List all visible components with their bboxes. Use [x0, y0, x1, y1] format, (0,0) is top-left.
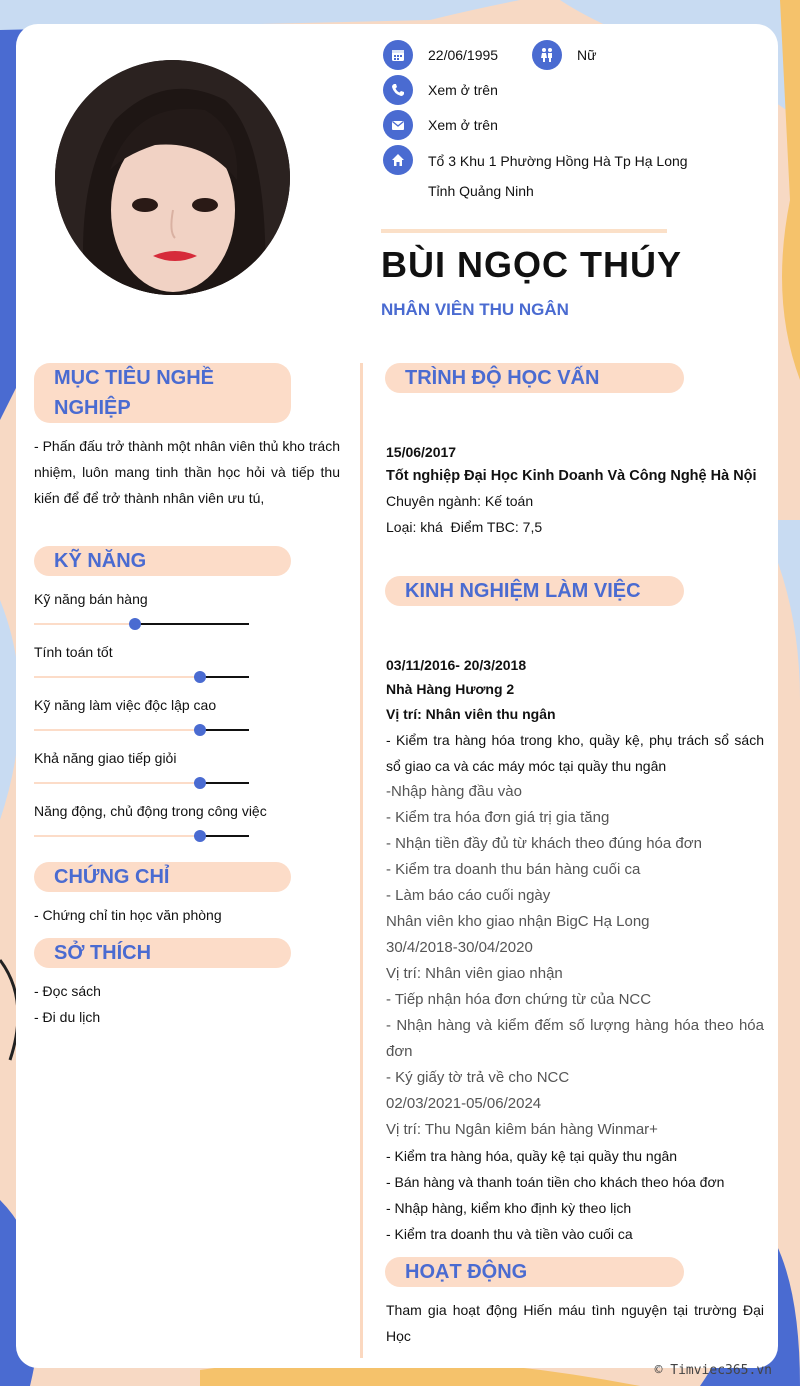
experience-detail-line: - Làm báo cáo cuối ngày: [386, 887, 551, 904]
home-icon: [383, 145, 413, 175]
skill-label: Năng động, chủ động trong công việc: [34, 803, 267, 819]
experience-detail-line: Vị trí: Nhân viên giao nhận: [386, 965, 563, 982]
skill-level-knob: [194, 830, 206, 842]
calendar-icon: [383, 40, 413, 70]
phone-row: [383, 75, 498, 105]
skill-level-fill: [200, 835, 249, 837]
address-value: Tổ 3 Khu 1 Phường Hồng Hà Tp Hạ Long Tỉnh Quảng Ninh: [428, 153, 688, 199]
section-title-experience: KINH NGHIỆM LÀM VIỆC: [385, 576, 684, 606]
experience-detail-line: - Tiếp nhận hóa đơn chứng từ của NCC: [386, 991, 652, 1008]
portrait-illustration: [55, 60, 290, 295]
column-divider: [360, 363, 363, 1358]
mail-icon: [383, 110, 413, 140]
section-title-skills: KỸ NĂNG: [34, 546, 291, 576]
skill-level-bar: [34, 782, 249, 784]
experience-detail-line: - Bán hàng và thanh toán tiền cho khách theo hóa đơn: [386, 1174, 725, 1190]
experience-period: 03/11/2016- 20/3/2018: [386, 657, 527, 673]
section-title-objective: MỤC TIÊU NGHỀ NGHIỆP: [34, 363, 291, 423]
experience-detail-line: - Nhập hàng, kiểm kho định kỳ theo lịch: [386, 1200, 632, 1216]
hobby-item: - Đi du lịch: [34, 1009, 101, 1025]
skill-level-fill: [200, 729, 249, 731]
skill-level-bar: [34, 676, 249, 678]
dob-row: [383, 40, 498, 70]
section-title-certificates: CHỨNG CHỈ: [34, 862, 291, 892]
experience-detail-line: - Kiểm tra hóa đơn giá trị gia tăng: [386, 809, 610, 826]
education-major: Chuyên ngành: Kế toán: [386, 493, 534, 509]
skill-level-fill: [135, 623, 249, 625]
experience-detail-line: Nhân viên kho giao nhận BigC Hạ Long: [386, 913, 650, 930]
experience-detail-line: - Kiểm tra hàng hóa, quầy kệ tại quầy thu ngân: [386, 1148, 678, 1164]
skill-label: Tính toán tốt: [34, 644, 113, 660]
skill-level-fill: [200, 676, 249, 678]
skill-label: Kỹ năng làm việc độc lập cao: [34, 697, 217, 713]
footer-watermark: © Timviec365.vn: [654, 1363, 772, 1378]
candidate-name: BÙI NGỌC THÚY: [381, 244, 682, 285]
experience-duty: - Kiểm tra hàng hóa trong kho, quầy kệ, phụ trách sổ sách sổ giao ca và các máy móc tại quầy thu ngân: [386, 732, 764, 774]
gender-row: [532, 40, 596, 70]
phone-value: Xem ở trên: [428, 82, 498, 98]
skill-level-bar: [34, 623, 249, 625]
skill-level-knob: [129, 618, 141, 630]
experience-detail-line: 02/03/2021-05/06/2024: [386, 1095, 542, 1112]
skill-level-knob: [194, 724, 206, 736]
experience-detail-line: - Kiểm tra doanh thu và tiền vào cuối ca: [386, 1226, 633, 1242]
address-row: [383, 145, 413, 175]
experience-detail-line: Vị trí: Thu Ngân kiêm bán hàng Winmar+: [386, 1121, 658, 1138]
activities-text: Tham gia hoạt động Hiến máu tình nguyện tại trường Đại Học: [386, 1302, 764, 1344]
name-accent-bar: [381, 229, 667, 233]
experience-detail-line: - Nhận hàng và kiểm đếm số lượng hàng hóa theo hóa đơn: [386, 1017, 764, 1060]
skill-level-knob: [194, 671, 206, 683]
education-grade: Loại: khá Điểm TBC: 7,5: [386, 519, 543, 535]
experience-company: Nhà Hàng Hương 2: [386, 681, 515, 697]
skill-label: Kỹ năng bán hàng: [34, 591, 148, 607]
experience-details: [386, 779, 764, 1247]
section-title-activities: HOẠT ĐỘNG: [385, 1257, 684, 1287]
section-title-education: TRÌNH ĐỘ HỌC VẤN: [385, 363, 684, 393]
section-title-hobbies: SỞ THÍCH: [34, 938, 291, 968]
gender-icon: [532, 40, 562, 70]
skill-level-bar: [34, 729, 249, 731]
experience-detail-line: -Nhập hàng đầu vào: [386, 783, 522, 800]
email-value: Xem ở trên: [428, 117, 498, 133]
experience-detail-line: - Kiểm tra doanh thu bán hàng cuối ca: [386, 861, 641, 878]
certificate-item: - Chứng chỉ tin học văn phòng: [34, 907, 222, 923]
profile-photo: [55, 60, 290, 295]
experience-position: Vị trí: Nhân viên thu ngân: [386, 706, 556, 722]
job-title: NHÂN VIÊN THU NGÂN: [381, 300, 569, 319]
education-date: 15/06/2017: [386, 444, 457, 460]
phone-icon: [383, 75, 413, 105]
experience-detail-line: 30/4/2018-30/04/2020: [386, 939, 533, 956]
experience-detail-line: - Ký giấy tờ trả về cho NCC: [386, 1069, 570, 1086]
skill-label: Khả năng giao tiếp giỏi: [34, 750, 177, 766]
hobby-item: - Đọc sách: [34, 983, 101, 999]
skill-level-fill: [200, 782, 249, 784]
objective-text: - Phấn đấu trở thành một nhân viên thủ kho trách nhiệm, luôn mang tinh thần học hỏi và tiếp thu kiến để để trở thành nhân viên ưu tú,: [34, 438, 340, 506]
dob-value: 22/06/1995: [428, 47, 499, 63]
education-school: Tốt nghiệp Đại Học Kinh Doanh Và Công Nghệ Hà Nội: [386, 468, 757, 484]
skill-level-knob: [194, 777, 206, 789]
experience-detail-line: - Nhận tiền đầy đủ từ khách theo đúng hóa đơn: [386, 835, 702, 852]
gender-value: Nữ: [577, 47, 597, 63]
skill-level-bar: [34, 835, 249, 837]
email-row: [383, 110, 498, 140]
